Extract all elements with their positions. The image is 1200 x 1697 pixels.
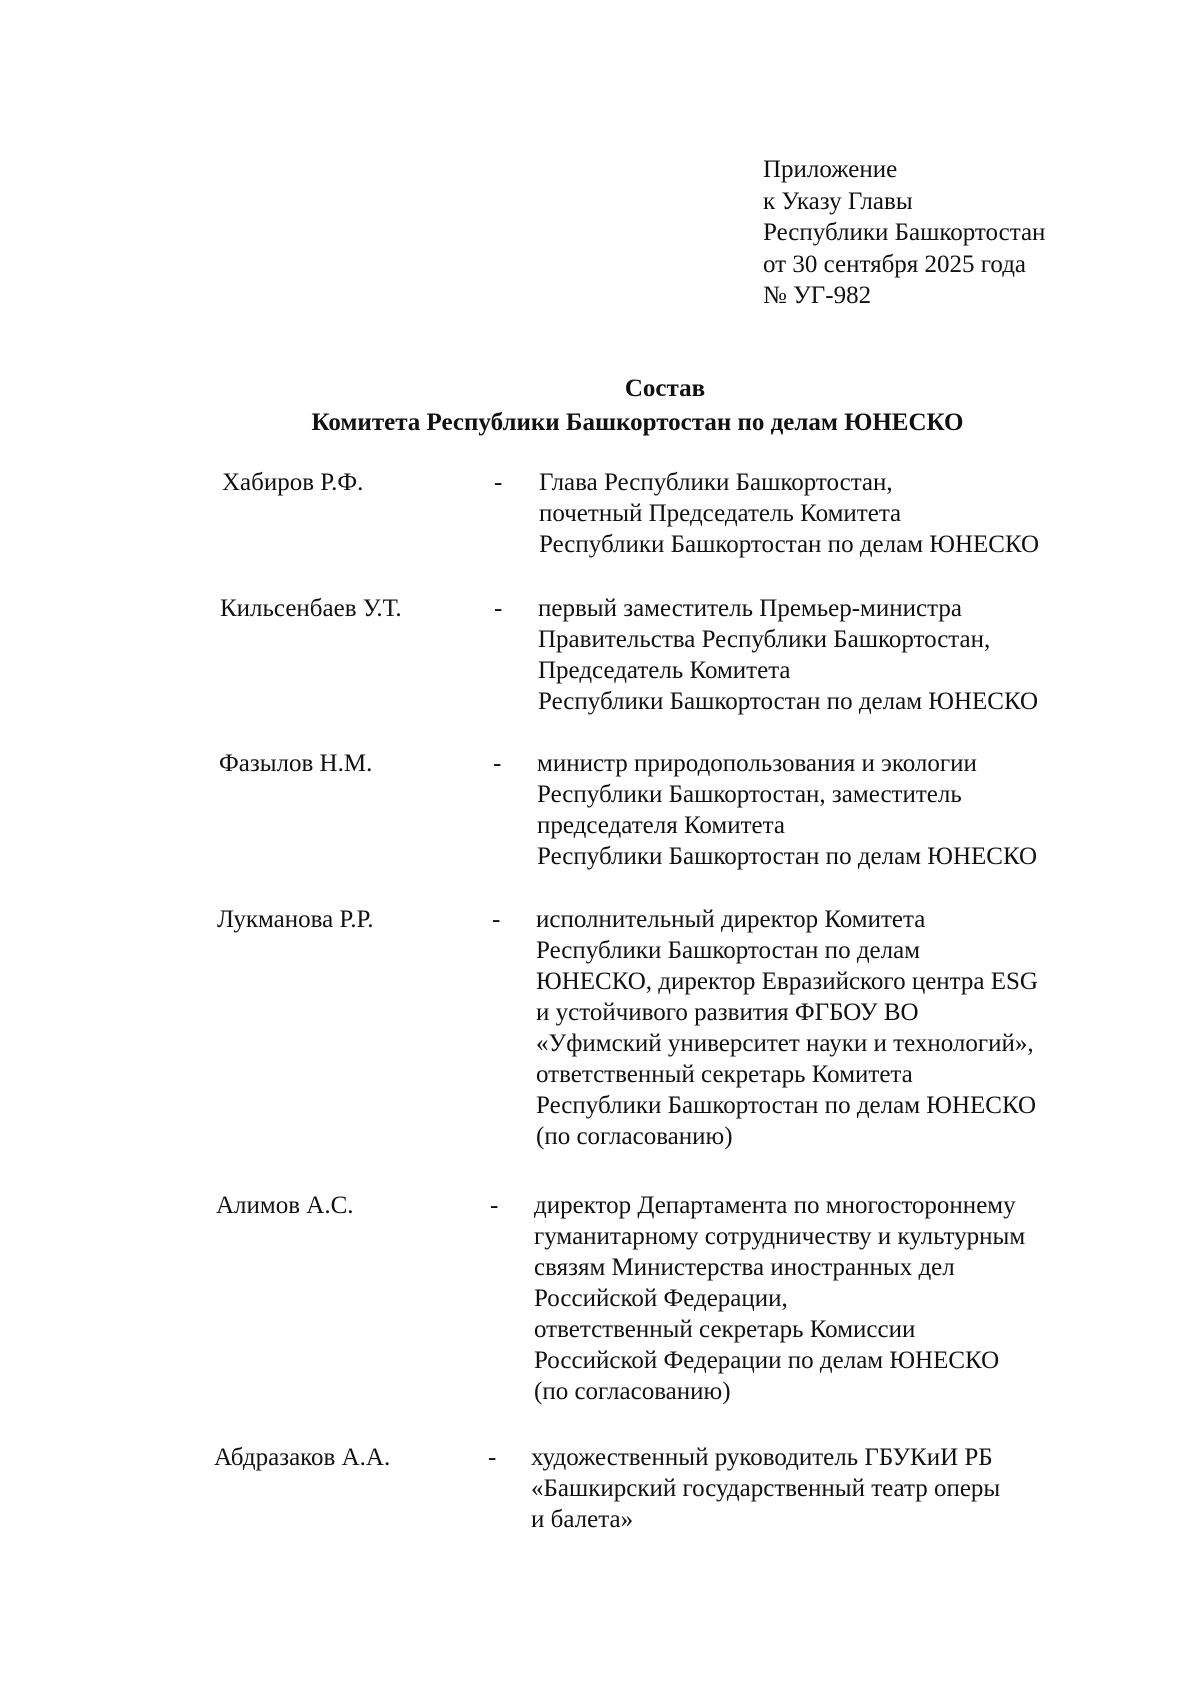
title-line-1: Состав <box>624 375 706 402</box>
member-role <box>531 1442 1000 1535</box>
role-line: исполнительный директор Комитета <box>536 906 926 933</box>
role-line: и балета» <box>531 1506 634 1533</box>
appendix-line: Приложение <box>763 156 898 183</box>
member-role <box>536 904 1038 1152</box>
role-line: Глава Республики Башкортостан, <box>539 469 893 496</box>
member-dash: - <box>492 906 501 933</box>
role-line: первый заместитель Премьер-министра <box>538 595 962 622</box>
member-role <box>537 748 1037 872</box>
role-line: ответственный секретарь Комитета <box>536 1061 913 1088</box>
role-line: Республики Башкортостан по делам <box>536 937 921 964</box>
member-dash: - <box>493 750 502 777</box>
role-line: Республики Башкортостан по делам ЮНЕСКО <box>539 531 1040 558</box>
member-dash: - <box>494 469 503 496</box>
member-role <box>534 1190 1025 1407</box>
member-name: Кильсенбаев У.Т. <box>220 595 402 622</box>
role-line: Российской Федерации по делам ЮНЕСКО <box>534 1347 1000 1374</box>
member-role <box>538 593 1038 717</box>
role-line: Российской Федерации, <box>534 1285 788 1312</box>
member-name: Хабиров Р.Ф. <box>222 469 364 496</box>
role-line: Республики Башкортостан по делам ЮНЕСКО <box>536 1092 1037 1119</box>
role-line: ответственный секретарь Комиссии <box>534 1316 916 1343</box>
member-dash: - <box>488 1444 497 1471</box>
member-dash: - <box>494 595 503 622</box>
role-line: и устойчивого развития ФГБОУ ВО <box>536 999 919 1026</box>
role-line: «Уфимский университет науки и технологий», <box>536 1030 1034 1057</box>
role-line: «Башкирский государственный театр оперы <box>531 1475 1001 1502</box>
role-line: связям Министерства иностранных дел <box>534 1254 955 1281</box>
appendix-line: Республики Башкортостан <box>763 219 1046 246</box>
member-name: Абдразаков А.А. <box>214 1444 391 1471</box>
role-line: (по согласованию) <box>536 1123 733 1150</box>
role-line: Республики Башкортостан по делам ЮНЕСКО <box>538 688 1039 715</box>
role-line: Республики Башкортостан по делам ЮНЕСКО <box>537 843 1038 870</box>
document-title <box>0 372 1200 440</box>
appendix-line: к Указу Главы <box>763 187 913 215</box>
title-line-2: Комитета Республики Башкортостан по делам ЮНЕСКО <box>311 409 964 436</box>
member-name: Фазылов Н.М. <box>219 750 373 777</box>
appendix-header <box>763 154 1045 312</box>
member-name: Лукманова Р.Р. <box>217 906 374 933</box>
role-line: Республики Башкортостан, заместитель <box>537 781 962 808</box>
role-line: директор Департамента по многостороннему <box>534 1192 1016 1219</box>
role-line: Правительства Республики Башкортостан, <box>538 626 991 653</box>
role-line: почетный Председатель Комитета <box>539 500 902 527</box>
role-line: ЮНЕСКО, директор Евразийского центра ESG <box>536 968 1038 995</box>
role-line: (по согласованию) <box>534 1378 731 1405</box>
role-line: Председатель Комитета <box>538 657 791 684</box>
member-dash: - <box>490 1192 499 1219</box>
member-role <box>539 467 1039 560</box>
appendix-line: № УГ-982 <box>763 282 872 309</box>
role-line: гуманитарному сотрудничеству и культурным <box>534 1223 1026 1250</box>
appendix-line: от 30 сентября 2025 года <box>763 250 1027 278</box>
role-line: председателя Комитета <box>537 812 785 839</box>
member-name: Алимов А.С. <box>216 1192 354 1219</box>
role-line: министр природопользования и экологии <box>537 750 977 777</box>
role-line: художественный руководитель ГБУКиИ РБ <box>531 1444 993 1471</box>
